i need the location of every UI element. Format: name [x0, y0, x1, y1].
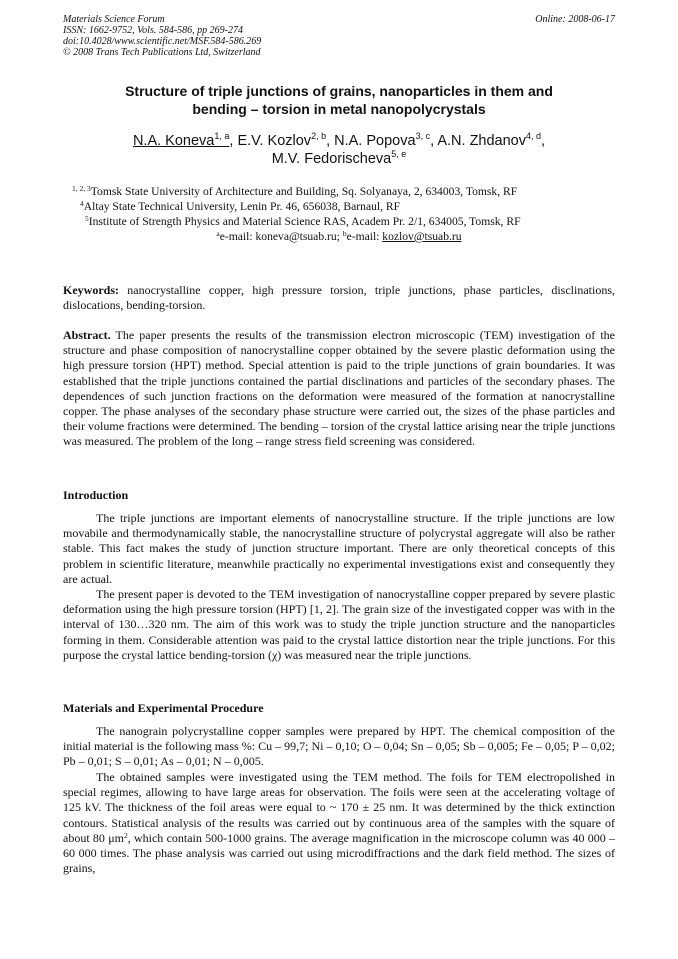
author-koneva[interactable]: [133, 133, 229, 149]
author-kozlov: [237, 133, 326, 149]
methods-paragraph-2: [63, 770, 615, 876]
author-sup: 1, a: [214, 131, 230, 141]
author-name: N.A. Koneva: [132, 133, 215, 149]
author-name: E.V. Kozlov: [237, 133, 312, 149]
author-list: [60, 132, 618, 168]
methods-paragraph-1: The nanograin polycrystalline copper samples were prepared by HPT. The chemical composition of the initial material is the following mass %: Cu – 99,7; Ni – 0,10; O – 0,04; Sn – 0,05; Sb – 0,005; Fe – 0,05; P – 0,02; Pb – 0,01; S – 0,01; As – 0,01; N – 0,005.: [63, 724, 615, 769]
methods-p2-sup: 2: [123, 830, 128, 840]
title-line-1: Structure of triple junctions of grains, nanoparticles in them and: [125, 83, 553, 99]
paper-title: [60, 82, 618, 118]
affiliation-sup: 1, 2, 3: [72, 184, 91, 193]
journal-header: [63, 14, 615, 58]
author-sup: 5, e: [391, 149, 407, 159]
affiliation-text: Tomsk State University of Architecture and Building, Sq. Solyanaya, 2, 634003, Tomsk, RF: [90, 185, 518, 198]
author-popova: [334, 133, 430, 149]
author-name: M.V. Fedorischeva: [271, 151, 392, 167]
section-heading-introduction: Introduction: [63, 488, 129, 502]
affiliation-3: [60, 214, 618, 229]
abstract-text: The paper presents the results of the transmission electron microscopic (TEM) investigation of the structure and phase composition of nanocrystalline copper obtained by the severe plastic deformation using the high pressure torsion (HPT) method. Special attention is paid to the triple junctions of grain boundaries. It was established that the triple junctions contained the partial disclinations and particles of the secondary phases. The dependences of such junction fractions on the deformation were measured of the formation at nanocrystalline copper. The phase analyses of the secondary phase structure were carried out, the sizes of the phase particles and their volume fractions were determined. The bending – torsion of the crystal lattice arising near the triple junctions was measured. The problem of the long – range stress field screening was considered.: [63, 328, 615, 449]
email-kozlov-link[interactable]: kozlov@tsuab.ru: [382, 230, 462, 243]
journal-copyright: © 2008 Trans Tech Publications Ltd, Switzerland: [63, 47, 261, 58]
affiliation-text: Institute of Strength Physics and Material Science RAS, Academ Pr. 2/1, 634005, Tomsk, RF: [88, 215, 521, 228]
author-name: A.N. Zhdanov: [437, 133, 527, 149]
author-sup: 4, d: [526, 131, 542, 141]
abstract-label: Abstract.: [63, 328, 111, 342]
journal-doi[interactable]: doi:10.4028/www.scientific.net/MSF.584-586.269: [63, 36, 262, 47]
email-sup: b: [342, 229, 347, 238]
author-fedorischeva: [272, 151, 407, 167]
email-prefix: e-mail:: [346, 230, 383, 243]
affiliation-text: Altay State Technical University, Lenin Pr. 46, 656038, Barnaul, RF: [83, 200, 401, 213]
intro-paragraph-2: The present paper is devoted to the TEM investigation of nanocrystalline copper prepared by severe plastic deformation using the high pressure torsion (HPT) [1, 2]. The grain size of the investigated copper was with in the interval of 130…320 nm. The aim of this work was to study the triple junction structure and the nanoparticles forming in them. Considerable attention was paid to the crystal lattice distortion near the triple junctions. For this purpose the crystal lattice bending-torsion (χ) was measured near the triple junctions.: [63, 587, 615, 662]
keywords: [63, 283, 615, 313]
online-date: Online: 2008-06-17: [535, 14, 615, 25]
affiliation-1: [60, 184, 618, 199]
affiliations: [60, 184, 618, 244]
journal-issn: ISSN: 1662-9752, Vols. 584-586, pp 269-274: [63, 25, 243, 36]
email-koneva[interactable]: e-mail: koneva@tsuab.ru;: [219, 230, 340, 243]
affiliation-sup: 4: [80, 199, 84, 208]
affiliation-sup: 5: [85, 214, 89, 223]
authors-line-2: [60, 150, 618, 168]
section-heading-methods: Materials and Experimental Procedure: [63, 701, 264, 715]
author-sup: 2, b: [311, 131, 327, 141]
journal-name: Materials Science Forum: [63, 14, 165, 25]
methods-p2-text-b: , which contain 500-1000 grains. The average magnification in the microscope column was 40 000 – 60 000 times. The phase analysis was carried out using microdiffractions and the dark field method. The sizes of grains,: [63, 830, 615, 876]
affiliation-2: [60, 199, 618, 214]
keywords-text: nanocrystalline copper, high pressure torsion, triple junctions, phase particles, disclinations, dislocations, bending-torsion.: [63, 283, 615, 313]
author-name: N.A. Popova: [334, 133, 416, 149]
author-sup: 3, c: [415, 131, 431, 141]
intro-paragraph-1: The triple junctions are important elements of nanocrystalline structure. If the triple junctions are low movabile and thermodynamically stable, the nanocrystalline structure of polycrystal aggregate will also be rather stable. This fact makes the study of junction structure important. There are only theoretical concepts of this problem in scientific literature, meanwhile practically no experimental investigations exist and consequently they are actual.: [63, 511, 615, 586]
keywords-label: Keywords:: [63, 283, 119, 297]
email-line: [60, 229, 618, 244]
title-line-2: bending – torsion in metal nanopolycrystals: [192, 101, 486, 117]
abstract: [63, 328, 615, 450]
email-sup: a: [216, 229, 220, 238]
methods-p2-text-a: The obtained samples were investigated using the TEM method. The foils for TEM electropolished in special regimes, allowing to have large areas for observation. The foils were seen at the accelerating voltage of 125 kV. The thickness of the foil areas were equal to ~ 170 ± 25 nm. It was determined by the thick extinction contours. Statistical analysis of the results was carried out by continuous area of the samples with the square of about 80 μm: [63, 770, 615, 845]
author-zhdanov: [437, 133, 541, 149]
authors-line-1: N.A. Koneva$^{1, a}$, E.V. Kozlov$^{2, b}$, N.A. Popova$^{3, c}$, A.N. Zhdanov$^{4, d}$,: [132, 131, 546, 149]
